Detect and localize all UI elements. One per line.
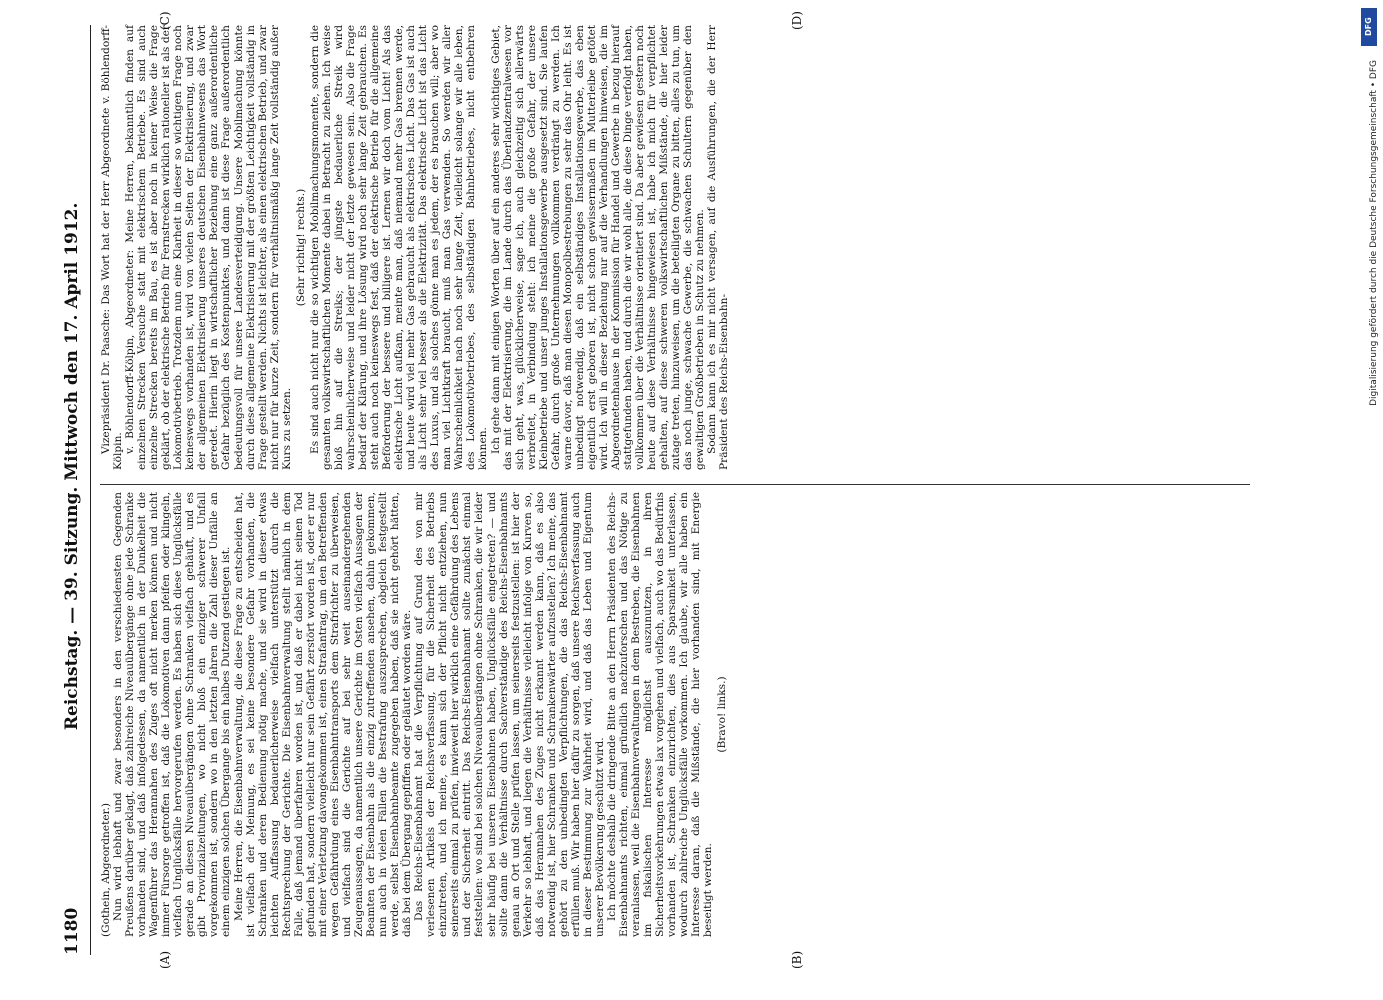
speaker-note: (Gothein, Abgeordneter.)	[100, 803, 112, 937]
paragraph: Meine Herren, die Eisenbahnverwaltung, die diese Frage zu entscheiden hat, ist vielfach der Meinung, es sei keine besondere Gefahr vorhanden, die Schranken und deren Bedienung nötig mache, und sie wird in dieser etwas leichten Auffassung bedauerlicherweise vielfach unterstützt durch die Rechtsprechung der Gerichte. Die Eisenbahnverwaltung stellt nämlich in dem Falle, daß jemand überfahren worden ist, und daß er dabei nicht seinen Tod gefunden hat, sondern vielleicht nur sein Gefährt zerstört worden ist, oder er nur mit einer Verletzung davongekommen ist, einen Strafantrag, um den Betreffenden wegen Gefährdung eines Eisenbahntransports dem Strafrichter zu überweisen, und vielfach sind die Gerichte auf bei sehr weit auseinandergehenden Zeugenaussagen, da namentlich unsere Gerichte im Osten vielfach Aussagen der Beamten der Eisenbahn als die einzig zutreffenden ansehen, dahin gekommen, nun auch in vielen Fällen die Bestrafung auszusprechen, obgleich festgestellt werde, selbst Eisenbahnbeamte zugegeben haben, daß sie nicht gehört hätten, daß bei dem Übergang gepfiffen oder geläutet worden wäre.	[232, 492, 414, 937]
paragraph: Nun wird lebhaft und zwar besonders in den verschiedensten Gegenden Preußens darüber geklagt, daß zahlreiche Niveauübergänge ohne jede Schranke vorhanden sind, und daß infolgedessen, da namentlich in der Dunkelheit die Wagenführer das Herannahen des Zuges oft nicht merken können und nicht immer Fürsorge getroffen ist, daß die Lokomotiven dann pfeifen oder klingeln, vielfach Unglücksfälle hervorgerufen werden. Es haben sich diese Unglücksfälle gerade an diesen Niveauübergängen ohne Schranken vielfach gehäuft, und es gibt Provinzialzeitungen, wo nicht bloß ein einziger schwerer Unfall vorgekommen ist, sondern wo in den letzten Jahren die Zahl dieser Unfälle an einem einzigen solchen Übergange bis ein halbes Dutzend gestiegen ist.	[112, 492, 233, 937]
margin-marker-b: (B)	[790, 950, 804, 969]
paragraph: v. Böhlendorff-Kölpin, Abgeordneter: Meine Herren, bekanntlich finden auf einzelnen Strecken Versuche statt mit elektrischem Betriebe. Es sind auch einzelne Strecken bereits im Bau, es ist aber noch in keiner Weise die Frage geklärt, ob der elektrische Betrieb für Fernstrecken wirklich rationeller ist als der Lokomotivbetrieb. Trotzdem nun eine Klarheit in dieser so wichtigen Frage noch keineswegs vorhanden ist, wird von vielen Seiten der Elektrisierung, und zwar der allgemeinen Elektrisierung unseres deutschen Eisenbahnwesens das Wort geredet. Hierin liegt in wirtschaftlicher Beziehung eine ganz außerordentliche Gefahr bezüglich des Kostenpunktes, und dann ist diese Frage außerordentlich bedeutungsvoll für unsere Landesverteidigung. Unsere Mobilmachung könnte durch diese allgemeine Elektrisierung mit der größten Leichtigkeit vollständig in Frage gestellt werden. Nichts ist leichter, als einen elektrischen Betrieb, und zwar nicht nur für kurze Zeit, sondern für verhältnismäßig lange Zeit vollständig außer Kurs zu setzen.	[124, 25, 293, 470]
right-column	[100, 25, 730, 470]
margin-marker-c: (C)	[158, 11, 172, 30]
scanned-page	[50, 5, 1340, 975]
paragraph: Ich gehe dann mit einigen Worten über auf ein anderes sehr wichtiges Gebiet, das mit der Elektrisierung, die im Lande durch das Überlandzentralwesen vor sich geht, was, glücklicherweise, sage ich, auch gleichzeitig sich allerwärts verbreitet, in Verbindung steht: ich meine die große Gefahr, der unsere Kleinbetriebe und unser junges Installationsgewerbe ausgesetzt sind. Sie laufen Gefahr, durch große Unternehmungen vollkommen verdrängt zu werden. Ich warne davor, daß man diesen Monopolbestrebungen zu sehr das Ohr leiht. Es ist unbedingt notwendig, daß ein selbständiges Installationsgewerbe, das eben eigentlich erst geboren ist, nicht schon gewissermaßen im Mutterleibe getötet wird. Ich will in dieser Beziehung nur auf die Verhandlungen hinweisen, die im Abgeordnetenhause in der Kommission für Handel und Gewerbe in bezug hierauf stattgefunden haben, und durch die wir wohl alle, die diese Dinge verfolgt haben, vollkommen über die Verhältnisse orientiert sind. Da aber gewiesen gestern noch heute auf diese Verhältnisse hingewiesen ist, habe ich mich für verpflichtet gehalten, auf diese schweren volkswirtschaftlichen Mißstände, die hier leider zutage treten, hinzuweisen, um die beteiligten Organe zu bitten, alles zu tun, um das noch junge, schwache Gewerbe, die schwachen Schultern gegenüber den gewaltigen Großbetrieben in Schutz zu nehmen.	[489, 25, 707, 470]
paragraph: Ich möchte deshalb die dringende Bitte an den Herrn Präsidenten des Reichs-Eisenbahnamts richten, einmal gründlich nachzuforschen und das Nötige zu veranlassen, weil die Eisenbahnverwaltungen in dem Bestreben, die Eisenbahnen im fiskalischen Interesse möglichst auszunutzen, in ihren Sicherheitsvorkehrungen etwas lax vorgehen und vielfach, auch wo das Bedürfnis vorhanden ist, Schranken einzurichten, dies aus Sparsamkeit unterlassen, wodurch zahlreiche Unglücksfälle vorkommen. Ich glaube, wir alle haben ein Interesse daran, daß die Mißstände, die hier vorhanden sind, mit Energie beseitigt werden.	[605, 492, 715, 937]
interjection: (Sehr richtig! rechts.)	[294, 188, 307, 307]
margin-marker-d: (D)	[790, 11, 804, 30]
column-divider	[100, 484, 1250, 485]
paragraph: Das Reichs-Eisenbahnamt hat die Verpflichtung auf Grund des von mir verlesenen Artikels der Reichsverfassung, für die Sicherheit des Betriebs einzutreten, und ich meine, es kann sich der Pflicht nicht entziehen, nun seinerseits einmal zu prüfen, inwieweit hier wirklich eine Gefährdung des Lebens und der Sicherheit eintritt. Das Reichs-Eisenbahnamt sollte zunächst einmal feststellen: wo sind bei solchen Niveauübergängen ohne Schranken, die wir leider sehr häufig bei unseren Eisenbahnen haben, Unglücksfälle eingetreten? — und sollte dann die Verhältnisse durch Sachverständige des Reichs-Eisenbahnamts genau an Ort und Stelle prüfen lassen, um seinerseits festzustellen: ist hier der Verkehr so lebhaft, und liegen die Verhältnisse vielleicht infolge von Kurven so, daß das Herannahen des Zuges nicht erkannt werden kann, daß es also notwendig ist, hier Schranken und Schrankenwärter aufzustellen? Ich meine, das gehört zu den unbedingten Verpflichtungen, die das Reichs-Eisenbahnamt erfüllen muß. Wir haben hier dafür zu sorgen, daß unsere Reichsverfassung auch in dieser Bestimmung zur Wahrheit wird, und daß das Leben und Eigentum unserer Bevölkerung geschützt wird.	[413, 492, 606, 937]
left-column	[100, 492, 730, 937]
dfg-logo: DFG	[1361, 8, 1377, 46]
paragraph: Vizepräsident Dr. Paasche: Das Wort hat der Herr Abgeordnete v. Böhlendorff-Kölpin.	[100, 25, 125, 470]
header-rule	[90, 25, 91, 955]
paragraph: Sodann kann ich es mir nicht versagen, auf die Ausführungen, die der Herr Präsident des Reichs-Eisenbahn-	[706, 25, 731, 470]
digitization-credit: Digitalisierung gefördert durch die Deutsche Forschungsgemeinschaft • DFG	[1369, 60, 1379, 406]
margin-marker-a: (A)	[158, 950, 172, 969]
running-title: Reichstag. — 39. Sitzung. Mittwoch den 17. April 1912.	[62, 202, 82, 731]
applause-note: (Bravo! links.)	[716, 676, 729, 753]
paragraph: Es sind auch nicht nur die so wichtigen Mobilmachungsmomente, sondern die gesamten volkswirtschaftlichen Momente dabei in Betracht zu ziehen. Ich weise bloß hin auf die Streiks; der jüngste bedauerliche Streik wird wahrscheinlicherweise und leider nicht der letzte gewesen sein. Also die Frage bedarf der Klärung, und ihre Lösung wird noch sehr lange Zeit gebrauchen. Es steht auch noch keineswegs fest, daß der elektrische Betrieb für die allgemeine Beförderung der bessere und billigere ist. Lernen wir doch vom Licht! Als das elektrische Licht aufkam, meinte man, daß niemand mehr Gas brennen werde, und heute wird viel mehr Gas gebraucht als elektrisches Licht. Das Gas ist auch als Licht sehr viel besser als die Elektrizität. Das elektrische Licht ist das Licht des Luxus, und als solches gönne man es jedem, der es brauchen will; aber wo man viel Lichtkraft braucht, muß man Gas verwenden. So werden wir aller Wahrscheinlichkeit nach noch sehr lange Zeit, vielleicht solange wir alle leben, des Lokomotivbetriebes, des selbständigen Bahnbetriebes, nicht entbehren können.	[308, 25, 490, 470]
page-header	[58, 25, 86, 955]
page-number: 1180	[62, 907, 82, 955]
